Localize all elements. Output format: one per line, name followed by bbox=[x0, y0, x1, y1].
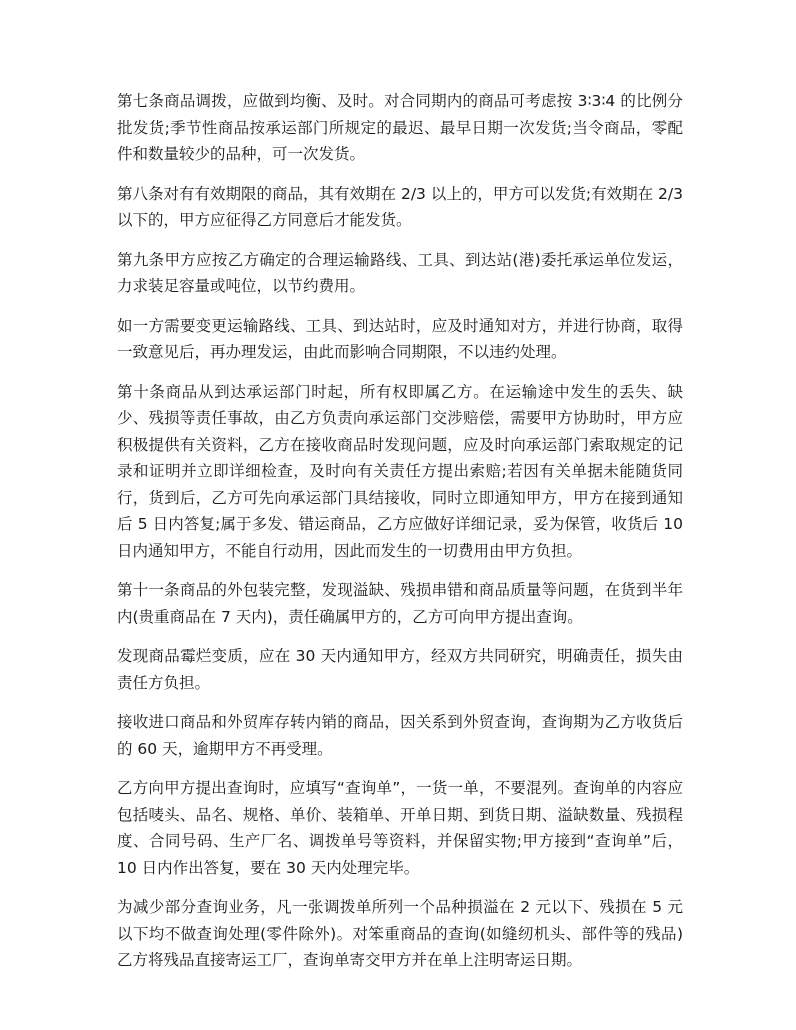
paragraph-article-7: 第七条商品调拨，应做到均衡、及时。对合同期内的商品可考虑按 3∶3∶4 的比例分批发货;季节性商品按承运部门所规定的最迟、最早日期一次发货;当令商品，零配件和数量较少的品种，可一次发货。 bbox=[117, 92, 683, 163]
paragraph-inquiry-form: 乙方向甲方提出查询时，应填写“查询单”，一货一单，不要混列。查询单的内容应包括唛头、品名、规格、单价、装箱单、开单日期、到货日期、溢缺数量、残损程度、合同号码、生产厂名、调拨单号等资料，并保留实物;甲方接到“查询单”后，10 日内作出答复，要在 30 天内处理完毕。 bbox=[117, 779, 683, 877]
document-body bbox=[117, 88, 683, 987]
paragraph-import-goods: 接收进口商品和外贸库存转内销的商品，因关系到外贸查询，查询期为乙方收货后的 60 天，逾期甲方不再受理。 bbox=[117, 713, 683, 758]
paragraph-article-11: 第十一条商品的外包装完整，发现溢缺、残损串错和商品质量等问题，在货到半年内(贵重商品在 7 天内)，责任确属甲方的，乙方可向甲方提出查询。 bbox=[117, 581, 683, 626]
paragraph-article-9: 第九条甲方应按乙方确定的合理运输路线、工具、到达站(港)委托承运单位发运，力求装足容量或吨位，以节约费用。 bbox=[117, 250, 683, 295]
paragraph-article-10: 第十条商品从到达承运部门时起，所有权即属乙方。在运输途中发生的丢失、缺少、残损等责任事故，由乙方负责向承运部门交涉赔偿，需要甲方协助时，甲方应积极提供有关资料，乙方在接收商品时发现问题，应及时向承运部门索取规定的记录和证明并立即详细检查，及时向有关责任方提出索赔;若因有关单据未能随货同行，货到后，乙方可先向承运部门具结接收，同时立即通知甲方，甲方在接到通知后 5 日内答复;属于多发、错运商品，乙方应做好详细记录，妥为保管，收货后 10 日内通知甲方，不能自行动用，因此而发生的一切费用由甲方负担。 bbox=[117, 382, 683, 560]
paragraph-spoilage: 发现商品霉烂变质，应在 30 天内通知甲方，经双方共同研究，明确责任，损失由责任方负担。 bbox=[117, 647, 683, 692]
paragraph-reduce-inquiry: 为减少部分查询业务，凡一张调拨单所列一个品种损溢在 2 元以下、残损在 5 元以下均不做查询处理(零件除外)。对笨重商品的查询(如缝纫机头、部件等的残品)乙方将残品直接寄运工厂，查询单寄交甲方并在单上注明寄运日期。 bbox=[117, 898, 683, 969]
paragraph-article-8: 第八条对有有效期限的商品，其有效期在 2/3 以上的，甲方可以发货;有效期在 2/3 以下的，甲方应征得乙方同意后才能发货。 bbox=[117, 184, 683, 229]
paragraph-route-change: 如一方需要变更运输路线、工具、到达站时，应及时通知对方，并进行协商，取得一致意见后，再办理发运，由此而影响合同期限，不以违约处理。 bbox=[117, 316, 683, 361]
